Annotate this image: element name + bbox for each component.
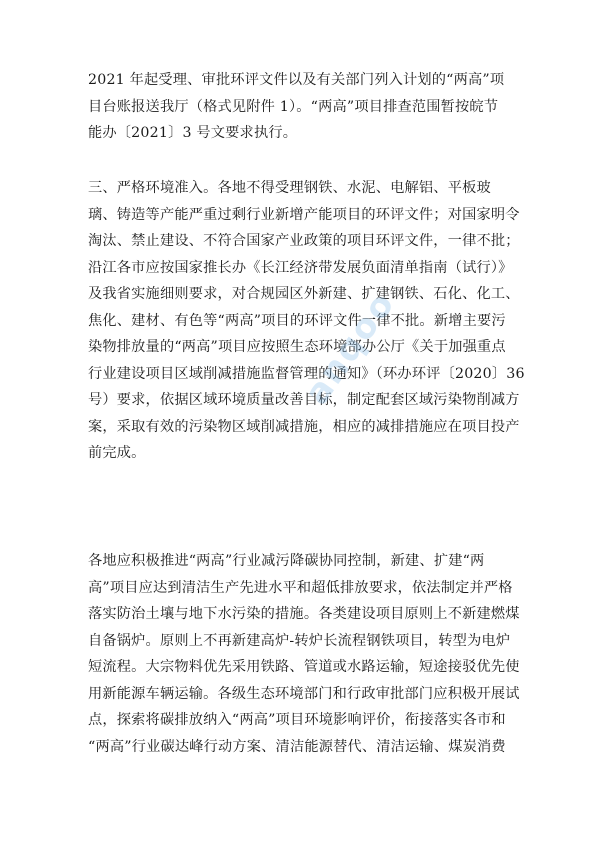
text-line: 焦化、建材、有色等“两高”项目的环评文件一律不批。新增主要污 [88, 312, 506, 329]
text-line: 点，探索将碳排放纳入“两高”项目环境影响评价，衔接落实各市和 [88, 712, 506, 728]
watermark-logo: anqoo [296, 284, 404, 412]
text-line: 高”项目应达到清洁生产先进水平和超低排放要求，依法制定并严格 [88, 579, 513, 596]
text-line: 三、严格环境准入。各地不得受理钢铁、水泥、电解铝、平板玻 [88, 180, 491, 196]
text-line: 目台账报送我厅（格式见附件 1）。“两高”项目排查范围暂按皖节 [88, 98, 499, 115]
paragraph-3 [88, 548, 520, 760]
text-line: 各地应积极推进“两高”行业减污降碳协同控制，新建、扩建“两 [88, 553, 485, 569]
text-line: 沿江各市应按国家推长办《长江经济带发展负面清单指南（试行）》 [88, 259, 513, 276]
text-line: 2021 年起受理、审批环评文件以及有关部门列入计划的“两高”项 [88, 72, 505, 88]
text-line: 前完成。 [88, 445, 146, 461]
text-line: 自备锅炉。原则上不再新建高炉-转炉长流程钢铁项目，转型为电炉 [88, 632, 511, 649]
text-line: 号）要求，依据区域环境质量改善目标，制定配套区域污染物削减方 [88, 392, 520, 408]
text-line: 短流程。大宗物料优先采用铁路、管道或水路运输，短途接驳优先使 [88, 659, 520, 675]
text-line: 及我省实施细则要求，对合规园区外新建、扩建钢铁、石化、化工、 [88, 286, 520, 302]
text-line: 淘汰、禁止建设、不符合国家产业政策的项目环评文件，一律不批； [88, 233, 520, 249]
text-line: 落实防治土壤与地下水污染的措施。各类建设项目原则上不新建燃煤 [88, 606, 520, 622]
text-line: 用新能源车辆运输。各级生态环境部门和行政审批部门应积极开展试 [88, 685, 520, 702]
text-line: 璃、铸造等产能严重过剩行业新增产能项目的环评文件；对国家明令 [88, 206, 520, 223]
paragraph-1 [88, 67, 508, 147]
text-line: 案，采取有效的污染物区域削减措施，相应的减排措施应在项目投产 [88, 418, 520, 435]
text-line: 行业建设项目区域削减措施监督管理的通知》（环办环评〔2020〕36 [88, 365, 525, 382]
text-line: “两高”行业碳达峰行动方案、清洁能源替代、清洁运输、煤炭消费 [88, 738, 506, 755]
text-line: 染物排放量的“两高”项目应按照生态环境部办公厅《关于加强重点 [88, 339, 506, 355]
text-line: 能办〔2021〕3 号文要求执行。 [88, 125, 298, 141]
paragraph-2 [88, 175, 525, 467]
